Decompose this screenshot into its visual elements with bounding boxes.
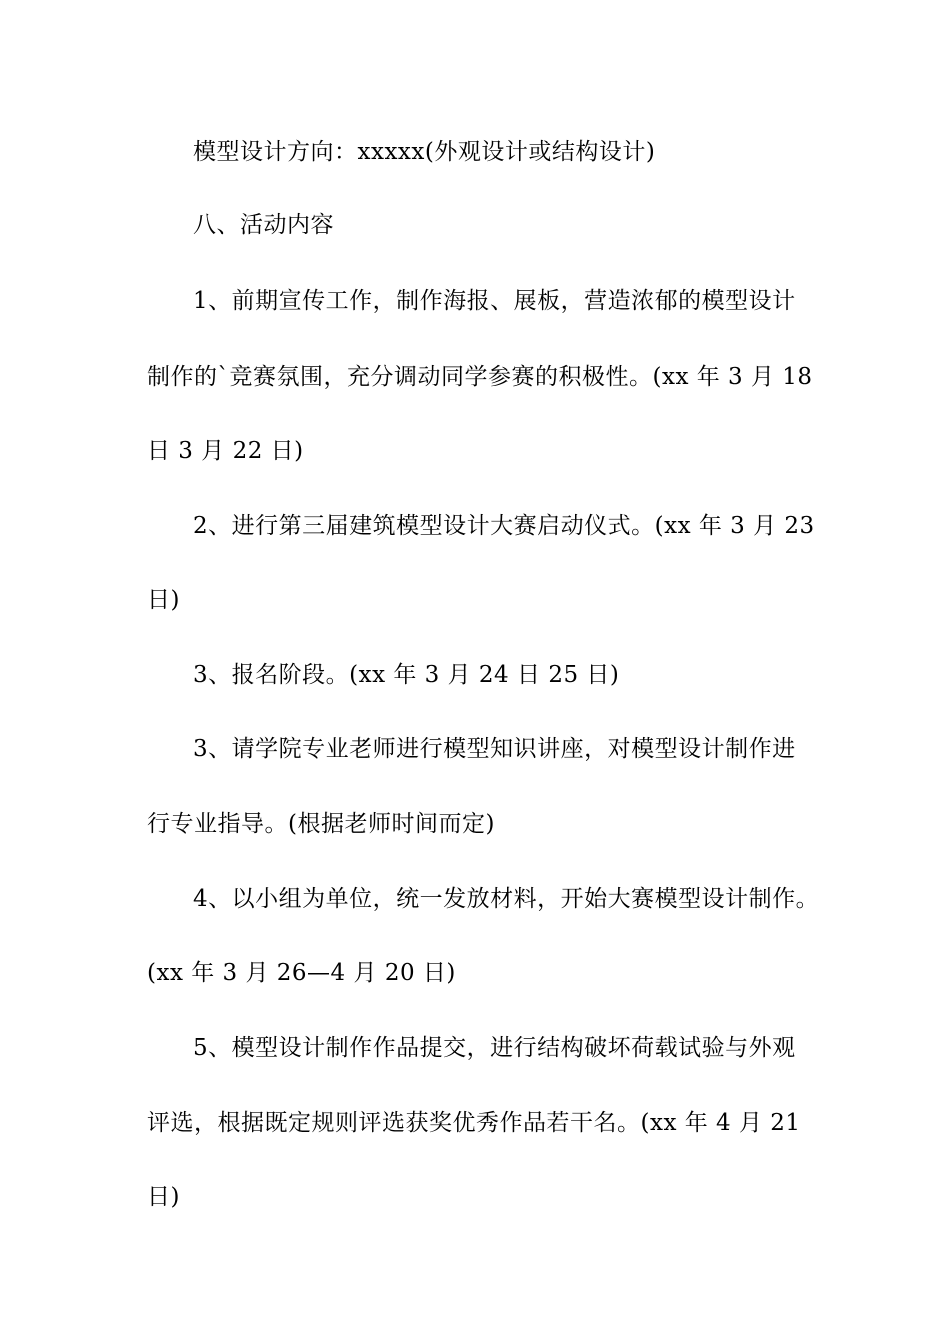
item-4-line-1: 4、以小组为单位，统一发放材料，开始大赛模型设计制作。 [193, 886, 820, 912]
item-1-line-1: 1、前期宣传工作，制作海报、展板，营造浓郁的模型设计 [193, 288, 796, 314]
item-3b-line-2: 行专业指导。(根据老师时间而定) [147, 811, 495, 837]
item-1-line-3: 日 3 月 22 日) [147, 438, 304, 464]
item-3b-line-1: 3、请学院专业老师进行模型知识讲座，对模型设计制作进 [193, 736, 796, 762]
item-5-line-1: 5、模型设计制作作品提交，进行结构破坏荷载试验与外观 [193, 1035, 796, 1061]
item-2-line-2: 日) [147, 587, 180, 613]
item-3-registration: 3、报名阶段。(xx 年 3 月 24 日 25 日) [193, 662, 620, 688]
item-2-line-1: 2、进行第三届建筑模型设计大赛启动仪式。(xx 年 3 月 23 [193, 513, 815, 539]
paragraph-design-direction: 模型设计方向：xxxxx(外观设计或结构设计) [193, 139, 656, 165]
section-heading-activity-content: 八、活动内容 [193, 212, 334, 238]
item-5-line-2: 评选，根据既定规则评选获奖优秀作品若干名。(xx 年 4 月 21 [147, 1110, 801, 1136]
item-5-line-3: 日) [147, 1184, 180, 1210]
item-1-line-2: 制作的`竞赛氛围，充分调动同学参赛的积极性。(xx 年 3 月 18 [147, 364, 813, 390]
item-4-line-2: (xx 年 3 月 26—4 月 20 日) [147, 960, 456, 986]
